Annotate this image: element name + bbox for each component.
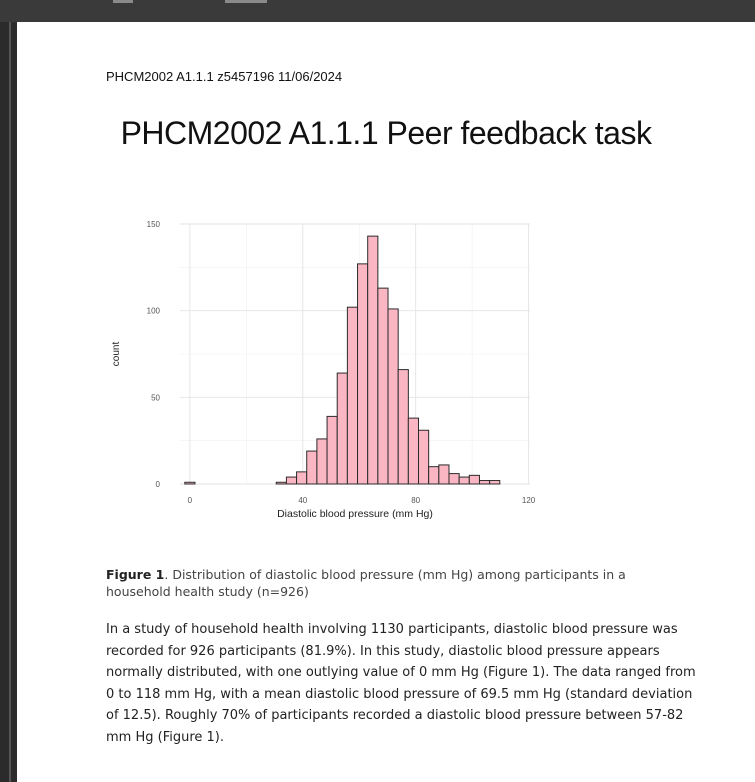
figure-caption-text: . Distribution of diastolic blood pressure (mm Hg) among participants in a household health study (n=926) bbox=[106, 567, 626, 599]
x-tick-label: 40 bbox=[298, 496, 308, 505]
document-page bbox=[17, 22, 755, 782]
toolbar-indicator bbox=[225, 0, 267, 3]
y-tick-label: 0 bbox=[155, 480, 160, 489]
document-title: PHCM2002 A1.1.1 Peer feedback task bbox=[120, 115, 652, 151]
histogram-bar bbox=[469, 475, 479, 484]
histogram-bar bbox=[419, 430, 429, 484]
figure-caption bbox=[106, 566, 666, 600]
histogram-bar bbox=[459, 477, 469, 484]
histogram-bar bbox=[317, 439, 327, 484]
body-paragraph: In a study of household health involving 1130 participants, diastolic blood pressure was recorded for 926 participants (81.9%). In this study, diastolic blood pressure appears normally distributed, with one outlying value of 0 mm Hg (Figure 1). The data ranged from 0 to 118 mm Hg, with a mean diastolic blood pressure of 69.5 mm Hg (standard deviation of 12.5). Roughly 70% of participants recorded a diastolic blood pressure between 57-82 mm Hg (Figure 1). bbox=[106, 622, 696, 745]
window-top-bar bbox=[0, 0, 755, 22]
toolbar-indicator bbox=[113, 0, 133, 3]
y-tick-label: 50 bbox=[151, 393, 160, 403]
histogram-bar bbox=[398, 370, 408, 484]
histogram-bar bbox=[347, 307, 357, 484]
histogram-bar bbox=[429, 467, 439, 484]
y-tick-label: 150 bbox=[146, 220, 160, 229]
left-gutter bbox=[0, 22, 17, 782]
histogram-bar bbox=[337, 373, 347, 484]
histogram-bar bbox=[297, 472, 307, 484]
histogram-bar bbox=[479, 481, 489, 484]
histogram-chart bbox=[102, 207, 542, 557]
histogram-bar bbox=[408, 418, 418, 484]
document-header: PHCM2002 A1.1.1 z5457196 11/06/2024 bbox=[106, 69, 343, 84]
histogram-bar bbox=[286, 477, 296, 484]
histogram-bar bbox=[307, 451, 317, 484]
histogram-bar bbox=[449, 474, 459, 484]
x-tick-label: 120 bbox=[521, 496, 536, 505]
figure-label: Figure 1 bbox=[106, 567, 165, 582]
gutter-line bbox=[9, 22, 11, 782]
histogram-bar bbox=[439, 465, 449, 484]
histogram-bar bbox=[185, 482, 195, 484]
histogram-bar bbox=[276, 482, 286, 484]
histogram-bar bbox=[327, 416, 337, 484]
y-tick-label: 100 bbox=[146, 306, 160, 316]
y-axis-label: count bbox=[111, 341, 122, 367]
histogram-bar bbox=[368, 236, 378, 484]
histogram-bar bbox=[388, 309, 398, 484]
histogram-bar bbox=[358, 264, 368, 484]
x-axis-label: Diastolic blood pressure (mm Hg) bbox=[277, 508, 433, 520]
histogram-bar bbox=[490, 481, 500, 484]
x-tick-label: 0 bbox=[187, 496, 193, 505]
x-tick-label: 80 bbox=[411, 496, 421, 505]
histogram-bar bbox=[378, 288, 388, 484]
